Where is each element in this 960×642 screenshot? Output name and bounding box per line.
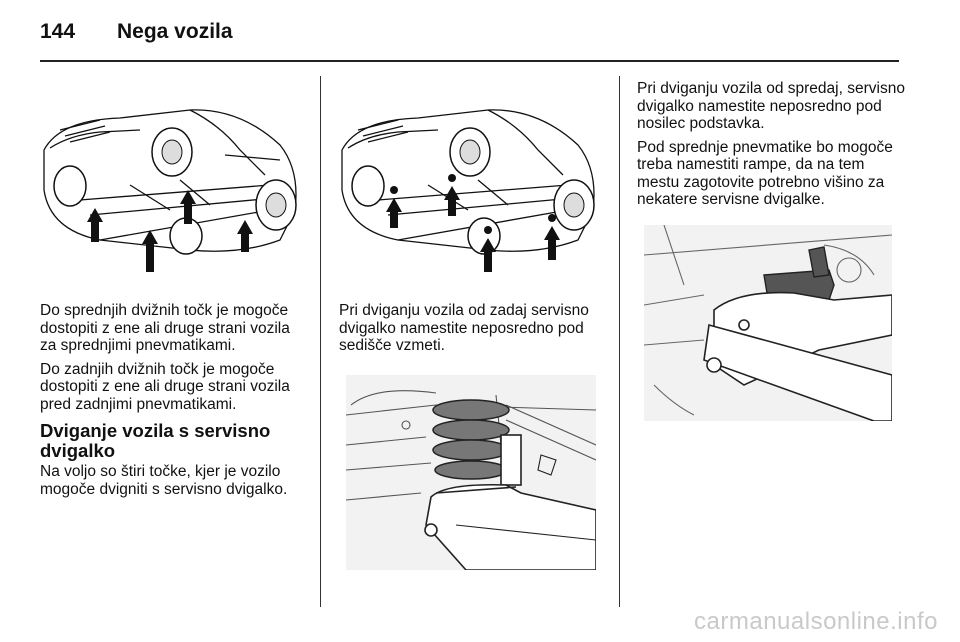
- paragraph-ramps-note: Pod sprednje pnevmatike bo mogoče treba namestiti rampe, da na tem mestu zagotovite potrebno višino za nekatere servisne dvigalke.: [637, 138, 893, 208]
- rear-spring-jack-illustration: [346, 375, 596, 570]
- watermark: carmanualsonline.info: [694, 608, 938, 635]
- column-right-text: [637, 80, 907, 215]
- column-left-text: [40, 302, 308, 504]
- paragraph-rear-lift-points: Do zadnjih dvižnih točk je mogoče dostopiti z ene ali druge strani vozila pred zadnjimi pnevmatikami.: [40, 360, 290, 413]
- page-number: 144: [40, 20, 76, 43]
- chapter-title: Nega vozila: [117, 20, 233, 43]
- paragraph-four-jack-points: Na voljo so štiri točke, kjer je vozilo mogoče dvigniti s servisno dvigalko.: [40, 463, 288, 498]
- paragraph-front-jack-placement: Pri dviganju vozila od spredaj, servisno dvigalko namestite neposredno pod nosilec podstavka.: [637, 80, 905, 132]
- header-rule: [40, 60, 899, 62]
- underbody-jack-points-illustration: [338, 90, 600, 275]
- paragraph-front-lift-points: Do sprednjih dvižnih točk je mogoče dostopiti z ene ali druge strani vozila za sprednjimi pnevmatikami.: [40, 302, 290, 354]
- paragraph-rear-jack-placement: Pri dviganju vozila od zadaj servisno dvigalko namestite neposredno pod sedišče vzmeti.: [339, 302, 589, 354]
- column-divider-left: [320, 76, 321, 607]
- column-divider-right: [619, 76, 620, 607]
- underbody-lift-points-illustration: [40, 90, 302, 275]
- column-middle-text: [339, 302, 605, 361]
- front-jack-bracket-illustration: [644, 225, 892, 421]
- section-heading-service-jack: Dviganje vozila s servisno dvigalko: [40, 420, 271, 461]
- page-header: [40, 10, 920, 54]
